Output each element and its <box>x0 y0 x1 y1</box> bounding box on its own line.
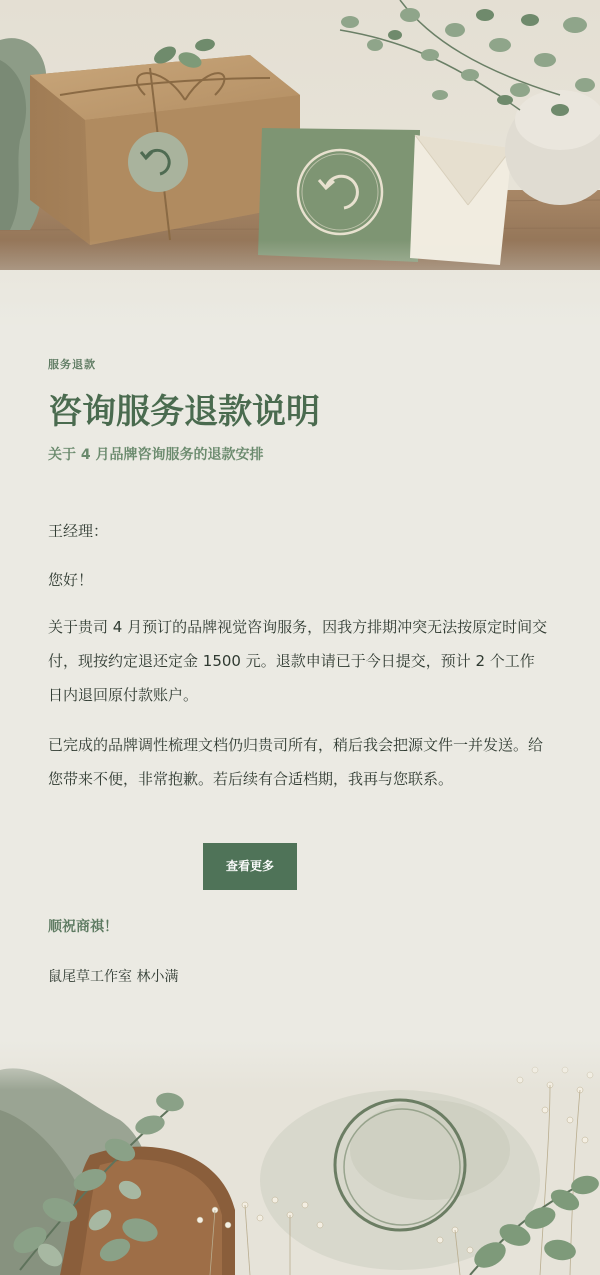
salutation: 您好！ <box>48 571 94 589</box>
cta-container <box>48 843 548 890</box>
page-title: 咨询服务退款说明 <box>48 392 320 432</box>
email-content <box>48 340 548 986</box>
page-subtitle: 关于 4 月品牌咨询服务的退款安排 <box>48 447 264 463</box>
body-paragraph-2: 已完成的品牌调性梳理文档仍归贵司所有，稍后我会把源文件一并发送。给您带来不便，非常抱歉。若后续有合适档期，我再与您联系。 <box>48 736 544 788</box>
view-more-button[interactable]: 查看更多 <box>203 843 297 890</box>
hero-image <box>0 0 600 330</box>
footer-image <box>0 1040 600 1275</box>
category-label: 服务退款 <box>48 358 96 371</box>
gift-box-illustration <box>0 0 600 330</box>
body-paragraph-1: 关于贵司 4 月预订的品牌视觉咨询服务，因我方排期冲突无法按原定时间交付，现按约定退还定金 1500 元。退款申请已于今日提交，预计 2 个工作日内退回原付款账户。 <box>48 618 548 704</box>
recipient-greeting: 王经理： <box>48 522 109 540</box>
closing-regards: 顺祝商祺！ <box>48 919 118 935</box>
sender-signature: 鼠尾草工作室 林小满 <box>48 969 179 985</box>
eucalyptus-flowers-illustration <box>0 1040 600 1275</box>
